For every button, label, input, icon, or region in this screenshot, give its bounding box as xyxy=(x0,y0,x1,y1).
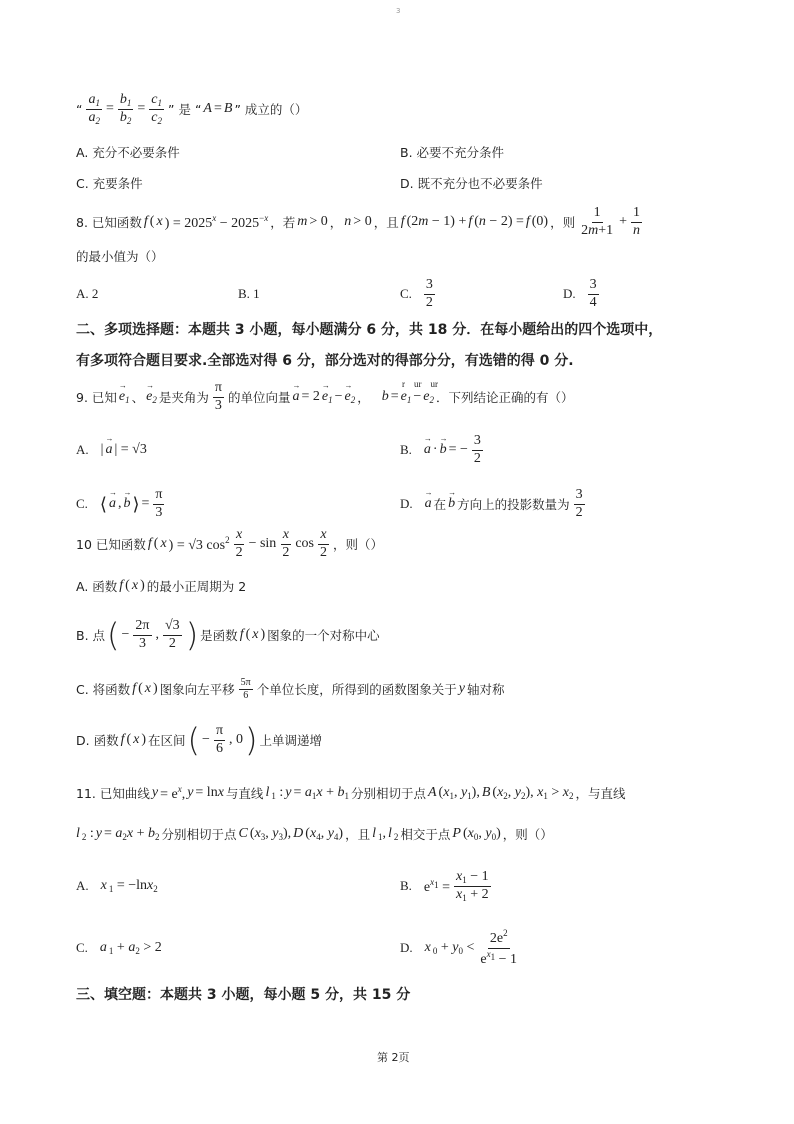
q10-option-c[interactable]: C. 将函数 f ( x ) 图象向左平移 $\frac{5\pi}{6}$ 个单位长度，所得到的函数图象关于 y 轴对称 xyxy=(76,677,505,701)
fraction-a1-a2: $\frac{a_1}{a_2}$ xyxy=(88,92,100,126)
q8-option-a[interactable]: A. 2 xyxy=(76,286,99,301)
q10-stem: 10 已知函数 f ( x ) = √3 $\cos^2$ $\frac{x}{2}$ − sin $\frac{x}{2}$ cos $\frac{x}{2}$ ，则（） xyxy=(76,527,383,560)
q9-option-c[interactable]: C. ⟨ → a , → b ⟩ = $\frac{\pi}{3}$ xyxy=(76,484,166,524)
q10-option-d[interactable]: D. 函数 f ( x ) 在区间 ( − $\frac{\pi}{6}$ , 0 ) 上单调递增 xyxy=(76,721,323,759)
q11-option-d[interactable]: D. x $_0 + y_0$ < $\frac{2e^2}{e^{x_1} - 1}$ xyxy=(400,928,518,967)
q7-option-c[interactable]: C. 充要条件 xyxy=(76,176,143,191)
q8-option-b[interactable]: B. 1 xyxy=(238,286,260,301)
q7-option-d[interactable]: D. 既不充分也不必要条件 xyxy=(400,176,543,191)
fraction-1-over-2m-plus-1: $\frac{1}{2m+1}$ xyxy=(581,205,614,238)
fraction-1-over-n: $\frac{1}{n}$ xyxy=(633,205,641,238)
q10-option-a[interactable]: A. 函数 f ( x ) 的最小正周期为 2 xyxy=(76,578,247,594)
page-number: 第 2页 xyxy=(377,1051,410,1064)
fraction-c1-c2: $\frac{c_1}{c_2}$ xyxy=(151,92,163,126)
q8-option-c[interactable]: C. $\frac{3}{2}$ xyxy=(400,277,433,310)
fraction-pi-over-3: $\frac{\pi}{3}$ xyxy=(214,380,222,413)
q11-option-a[interactable]: A. x $_1$ = −lnx$_2$ xyxy=(76,878,158,894)
q10-option-b[interactable]: B. 点 ( − $\frac{2\pi}{3}$ , $\frac{√3}{2}$ ) 是函数 f ( x ) 图象的一个对称中心 xyxy=(76,616,380,654)
q7-option-b[interactable]: B. 必要不充分条件 xyxy=(400,145,505,160)
q11-stem-line2: l $_2$ : y = $a_2x + b_2$ 分别相切于点 C ($x_3$, $y_3$), D ($x_4$, $y_4$) ，且 l $_1$, l $_2$ 相交于点 P ($x_0$, $y_0$) ，则（） xyxy=(76,826,553,842)
section3-heading: 三、填空题：本题共 3 小题，每小题 5 分，共 15 分 xyxy=(76,987,411,1003)
q9-option-a[interactable]: A. | → a | = √3 xyxy=(76,438,147,462)
q8-option-d[interactable]: D. $\frac{3}{4}$ xyxy=(563,277,597,310)
fraction-b1-b2: $\frac{b_1}{b_2}$ xyxy=(119,92,132,126)
q8-stem: 8. 已知函数 f ( x ) = $2025^x - 2025^{-x}$ ，若 m > 0 ， n > 0 ，且 f (2m − 1) + f (n − 2) = f (0) ，则 $\frac{1}{2m+1}$ + $\frac{1}{n}$ xyxy=(76,205,641,238)
q7-stem: “ $\frac{a_1}{a_2}$ = $\frac{b_1}{b_2}$ = $\frac{c_1}{c_2}$ ” 是 “ A = B ” 成立的（） xyxy=(76,92,308,126)
section2-heading-line2: 有多项符合题目要求.全部选对得 6 分，部分选对的得部分分，有选错的得 0 分. xyxy=(76,353,574,369)
q11-option-b[interactable]: B. $e^{x_1}$ = $\frac{x_1 - 1}{x_1 + 2}$ xyxy=(400,869,489,903)
q7-option-a[interactable]: A. 充分不必要条件 xyxy=(76,145,180,160)
q9-option-d[interactable]: D. → a 在 → b 方向上的投影数量为 $\frac{3}{2}$ xyxy=(400,484,587,524)
q11-stem-line1: 11. 已知曲线 y = $e^x$, y = lnx 与直线 l $_1$ : y = $a_1x + b_1$ 分别相切于点 A ($x_1$, $y_1$), B ($x_2$, $y_2$), $x_1 > x_2$ ，与直线 xyxy=(76,783,626,802)
q9-option-b[interactable]: B. → a · → b = − $\frac{3}{2}$ xyxy=(400,430,485,470)
section2-heading-line1: 二、多项选择题：本题共 3 小题，每小题满分 6 分，共 18 分．在每小题给出的四个选项中， xyxy=(76,322,663,338)
header-mark: 3 xyxy=(396,7,401,15)
q8-stem-cont: 的最小值为（） xyxy=(76,249,164,264)
q11-option-c[interactable]: C. a $_1 + a_2 > 2$ xyxy=(76,940,162,956)
q9-artifact: r ur ur xyxy=(402,379,438,389)
q9-stem: 9. 已知 → $e_1$ 、 → $e_2$ 是夹角为 $\frac{\pi}{3}$ 的单位向量 → a = 2 → $e_1$ − → $e_2$ ， b = $e_1$ − $e_2$ ．下列结论正确的有（） xyxy=(76,378,574,416)
